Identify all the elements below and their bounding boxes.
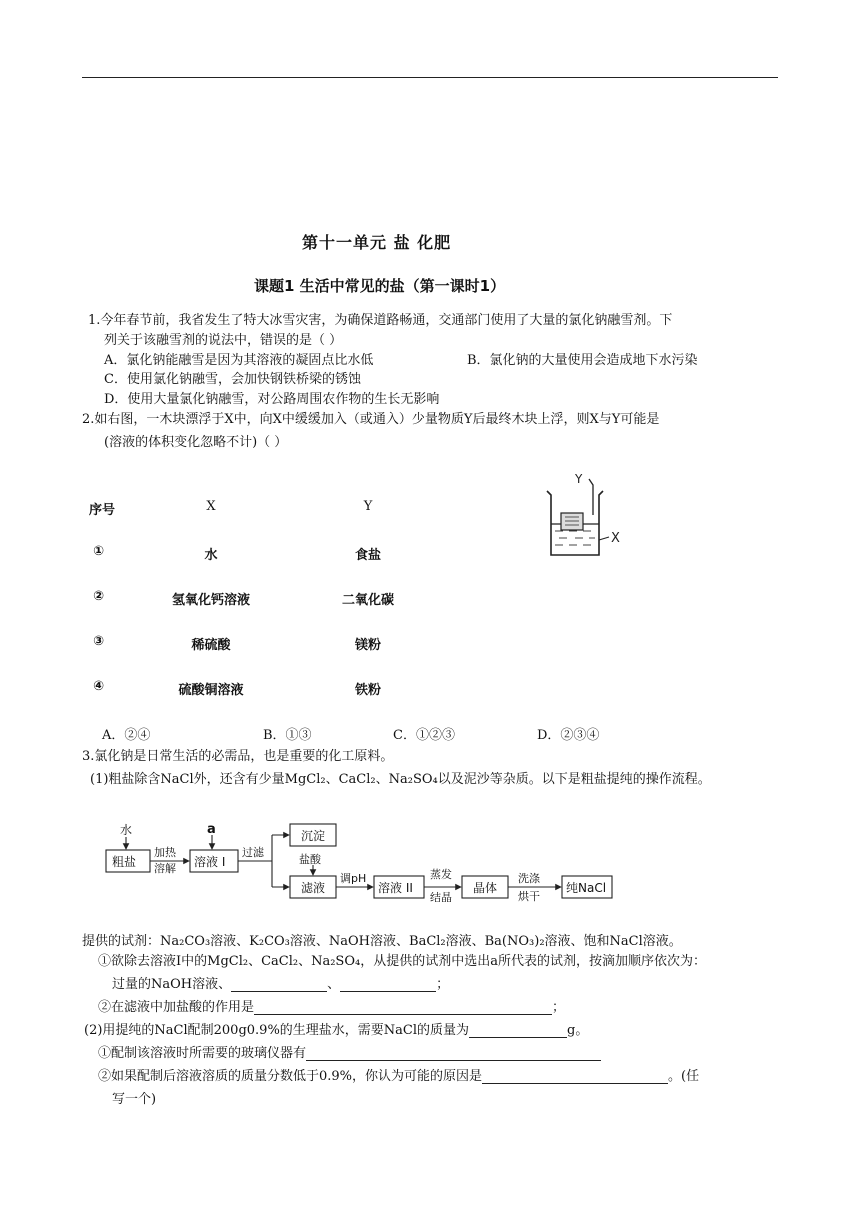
figure-label-x: X <box>611 531 620 546</box>
dropper-tube <box>589 479 593 515</box>
q3-sub2 <box>98 996 565 1015</box>
q3-sub2-prefix: ②在滤液中加盐酸的作用是 <box>98 1000 255 1015</box>
q3-p2-sub2-prefix: ②如果配制后溶液溶质的质量分数低于0.9%，你认为可能的原因是 <box>98 1069 483 1084</box>
label-dissolve: 溶解 <box>154 862 176 875</box>
table-header-index: 序号 <box>89 503 116 518</box>
table-row-index: ② <box>93 589 105 604</box>
q3-part2 <box>84 1019 588 1038</box>
page-title: 第十一单元 盐 化肥 <box>302 233 452 252</box>
label-solution1: 溶液 I <box>194 855 226 869</box>
q3-part1: (1)粗盐除含NaCl外，还含有少量MgCl₂、CaCl₂、Na₂SO₄以及泥沙等杂质。以下是粗盐提纯的操作流程。 <box>90 772 711 787</box>
table-cell-x: 硫酸铜溶液 <box>178 683 244 698</box>
liquid-hatching <box>555 531 595 545</box>
q2-stem-line2: (溶液的体积变化忽略不计)（ ） <box>104 435 288 450</box>
label-water: 水 <box>120 823 133 837</box>
label-evaporate: 蒸发 <box>430 868 452 881</box>
table-cell-y: 镁粉 <box>354 638 381 653</box>
q2-stem-line1: 2.如右图，一木块漂浮于X中，向X中缓缓加入（或通入）少量物质Y后最终木块上浮，则X与Y可能是 <box>82 412 660 427</box>
table-header-y: Y <box>363 499 373 514</box>
q2-option-c: C．①②③ <box>393 728 455 743</box>
label-precipitate: 沉淀 <box>301 829 326 843</box>
q1-option-d: D．使用大量氯化钠融雪，对公路周围农作物的生长无影响 <box>104 392 440 407</box>
answer-blank-nacl-mass[interactable] <box>469 1023 567 1038</box>
answer-blank-reagent-2[interactable] <box>340 977 436 992</box>
q2-option-b: B．①③ <box>263 728 312 743</box>
table-header-x: X <box>206 499 216 514</box>
answer-blank-reagent-1[interactable] <box>231 977 327 992</box>
q1-option-b: B．氯化钠的大量使用会造成地下水污染 <box>467 353 698 368</box>
q3-sub1-prefix: 过量的NaOH溶液、 <box>112 977 232 992</box>
label-crystal: 晶体 <box>473 881 498 895</box>
q3-p2-sub2-end: 。(任 <box>668 1069 700 1084</box>
q3-sub2-end: ； <box>552 1000 566 1015</box>
label-dry: 烘干 <box>518 890 540 902</box>
purification-flowchart <box>100 822 620 902</box>
q3-reagents: 提供的试剂：Na₂CO₃溶液、K₂CO₃溶液、NaOH溶液、BaCl₂溶液、Ba(NO₃)₂溶液、饱和NaCl溶液。 <box>82 934 682 949</box>
label-crude-salt: 粗盐 <box>112 855 137 869</box>
page-subtitle: 课题1 生活中常见的盐（第一课时1） <box>254 277 506 295</box>
q3-stem: 3.氯化钠是日常生活的必需品，也是重要的化工原料。 <box>82 749 394 764</box>
label-pure-nacl: 纯NaCl <box>566 881 607 895</box>
q1-option-a: A．氯化钠能融雪是因为其溶液的凝固点比水低 <box>104 353 374 368</box>
q3-sub1-sep: 、 <box>327 977 341 992</box>
q3-part2-sub1 <box>98 1042 601 1061</box>
label-filter: 过滤 <box>242 846 264 859</box>
label-hcl: 盐酸 <box>299 853 321 866</box>
table-row-index: ④ <box>93 679 105 694</box>
q2-option-d: D．②③④ <box>537 728 600 743</box>
label-crystallize: 结晶 <box>430 891 452 902</box>
table-cell-y: 食盐 <box>354 548 381 563</box>
q3-sub1-end: ； <box>436 977 450 992</box>
table-cell-y: 二氧化碳 <box>341 593 394 608</box>
label-filtrate: 滤液 <box>301 881 326 895</box>
table-cell-x: 氢氧化钙溶液 <box>171 593 250 608</box>
label-adjust-ph: 调pH <box>340 872 367 885</box>
table-row-index: ③ <box>93 634 105 649</box>
table-cell-y: 铁粉 <box>354 683 381 698</box>
label-solution2: 溶液 II <box>378 881 413 895</box>
q3-part2-sub2-line2: 写一个) <box>112 1092 157 1107</box>
beaker-figure <box>535 467 630 562</box>
table-cell-x: 稀硫酸 <box>191 638 231 653</box>
q2-option-a: A．②④ <box>102 728 151 743</box>
q3-sub1-line1: ①欲除去溶液I中的MgCl₂、CaCl₂、Na₂SO₄，从提供的试剂中选出a所代表的试剂，按滴加顺序依次为： <box>98 954 706 969</box>
answer-blank-reason[interactable] <box>482 1069 668 1084</box>
label-reagent-a: a <box>207 822 216 837</box>
q3-sub1-line2 <box>112 973 449 992</box>
label-heat: 加热 <box>154 846 176 859</box>
figure-label-y: Y <box>575 472 583 486</box>
label-wash: 洗涤 <box>518 872 540 885</box>
q1-stem-line1: 1.今年春节前，我省发生了特大冰雪灾害，为确保道路畅通，交通部门使用了大量的氯化钠融雪剂。下 <box>88 313 673 328</box>
q3-part2-sub2 <box>98 1065 699 1084</box>
q3-p2-sub1-prefix: ①配制该溶液时所需要的玻璃仪器有 <box>98 1046 307 1061</box>
x-pointer-line <box>599 537 609 540</box>
q3-part2-prefix: (2)用提纯的NaCl配制200g0.9%的生理盐水，需要NaCl的质量为 <box>84 1023 470 1038</box>
q1-stem-line2: 列关于该融雪剂的说法中，错误的是（ ） <box>104 333 343 348</box>
answer-blank-glassware[interactable] <box>306 1046 601 1061</box>
table-row-index: ① <box>93 544 105 559</box>
answer-blank-hcl-role[interactable] <box>254 1000 552 1015</box>
q1-option-c: C．使用氯化钠融雪，会加快钢铁桥梁的锈蚀 <box>104 372 361 387</box>
header-rule <box>82 77 778 78</box>
q3-part2-unit: g。 <box>567 1023 589 1038</box>
table-cell-x: 水 <box>204 548 218 563</box>
